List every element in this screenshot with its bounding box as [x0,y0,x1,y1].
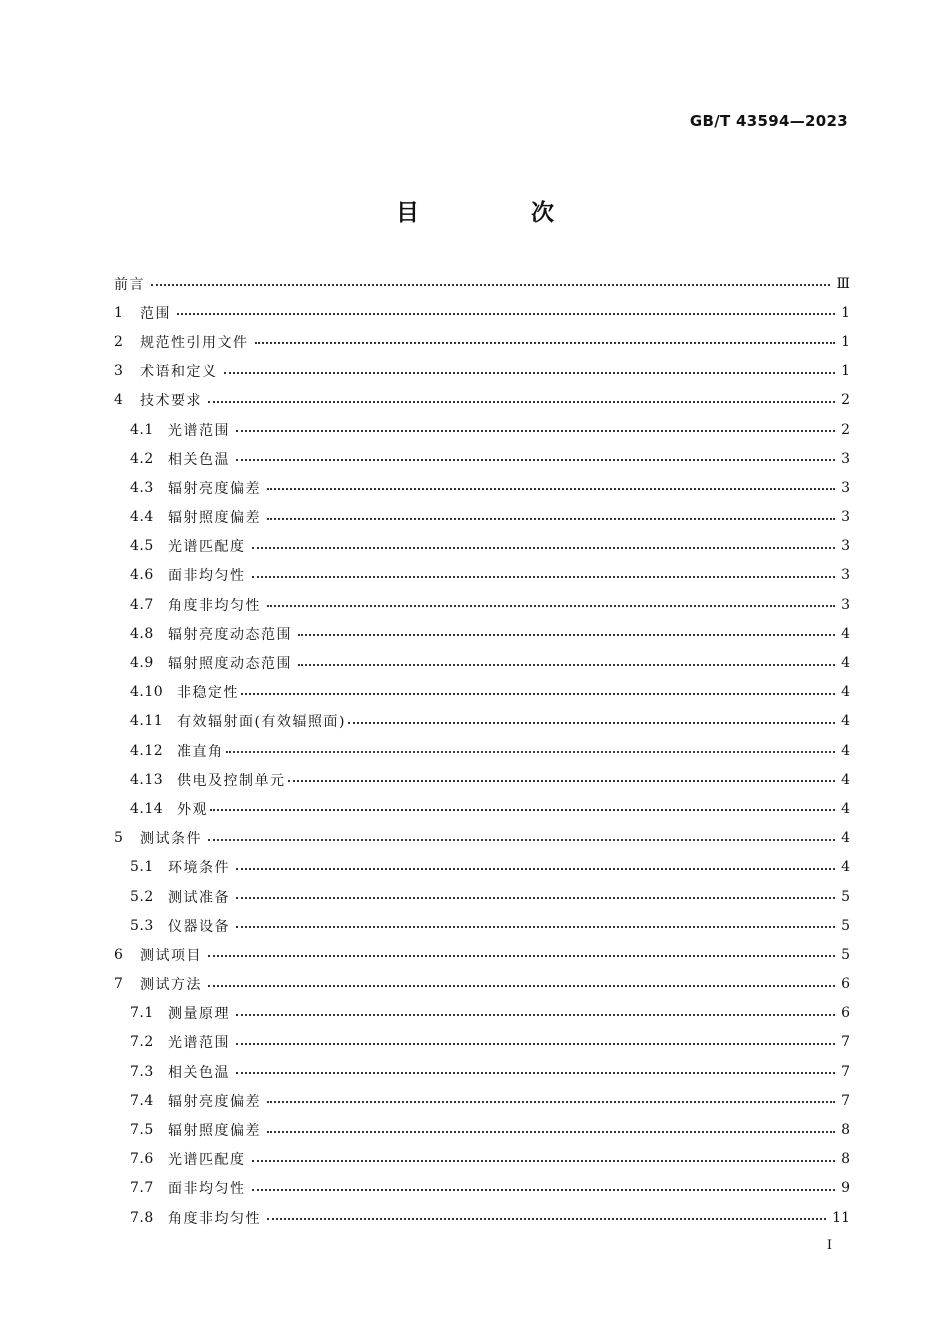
toc-entry-page: 6 [841,976,850,993]
toc-leader-dots [298,663,835,666]
toc-entry-number: 4.5 [130,538,154,555]
toc-entry-page: 7 [841,1092,850,1109]
toc-entry-title: 非稳定性 [177,685,239,702]
toc-entry-page: 3 [841,567,850,584]
toc-entry[interactable] [114,794,850,823]
toc-leader-dots [236,1042,835,1045]
toc-entry-title: 规范性引用文件 [140,334,249,351]
toc-entry-title: 面非均匀性 [168,568,246,585]
toc-entry[interactable] [114,678,850,707]
toc-entry[interactable] [114,532,850,561]
toc-entry[interactable] [114,327,850,356]
toc-entry[interactable] [114,1115,850,1144]
toc-leader-dots [236,1071,835,1074]
toc-entry-number: 4.12 [130,742,164,759]
toc-leader-dots [267,487,835,490]
toc-entry[interactable] [114,619,850,648]
toc-entry-number: 7.5 [130,1122,154,1139]
toc-entry-number: 7.4 [130,1092,154,1109]
toc-entry[interactable] [114,940,850,969]
toc-entry-title: 测试方法 [140,977,202,994]
toc-entry-title: 相关色温 [168,451,230,468]
toc-entry-page: 8 [841,1151,850,1168]
toc-entry-title: 光谱范围 [168,422,230,439]
toc-leader-dots [255,341,836,344]
toc-entry-page: 4 [841,859,850,876]
toc-entry-page: 5 [841,946,850,963]
toc-entry-page: 1 [841,333,850,350]
toc-entry-title: 术语和定义 [140,364,218,381]
toc-entry-page: 5 [841,888,850,905]
toc-entry[interactable] [114,1203,850,1232]
toc-leader-dots [224,371,836,374]
toc-entry[interactable] [114,1174,850,1203]
toc-leader-dots [226,750,836,753]
toc-entry[interactable] [114,1145,850,1174]
toc-entry-title: 光谱匹配度 [168,1152,246,1169]
toc-entry-number: 4.9 [130,655,154,672]
toc-entry-number: 5.3 [130,917,154,934]
toc-leader-dots [298,633,835,636]
toc-entry[interactable] [114,1086,850,1115]
toc-entry-page: 3 [841,596,850,613]
toc-entry-number: 4.13 [130,771,164,788]
toc-entry[interactable] [114,911,850,940]
toc-leader-dots [236,867,835,870]
page-title: 目 次 [395,200,606,226]
toc-entry[interactable] [114,590,850,619]
toc-entry-title: 相关色温 [168,1064,230,1081]
toc-entry-page: 2 [841,421,850,438]
toc-leader-dots [252,1188,836,1191]
toc-entry[interactable] [114,853,850,882]
toc-entry-page: 1 [841,304,850,321]
toc-entry-title: 测量原理 [168,1006,230,1023]
toc-leader-dots [252,575,836,578]
toc-leader-dots [236,896,835,899]
toc-leader-dots [208,400,835,403]
toc-entry[interactable] [114,1028,850,1057]
toc-entry-title: 有效辐射面(有效辐照面) [177,714,346,731]
toc-entry[interactable] [114,503,850,532]
page-number: I [826,1238,832,1253]
toc-entry-page: 4 [841,830,850,847]
toc-entry[interactable] [114,765,850,794]
toc-entry-number: 5.2 [130,888,154,905]
toc-entry-number: 4.8 [130,625,154,642]
toc-leader-dots [267,1130,835,1133]
toc-entry-number: 4.11 [130,713,164,730]
toc-leader-dots [208,984,835,987]
toc-leader-dots [236,1013,835,1016]
toc-leader-dots [267,604,835,607]
toc-entry-number: 7 [114,976,124,993]
toc-entry-number: 4.4 [130,509,154,526]
toc-entry[interactable] [114,882,850,911]
toc-entry-page: 4 [841,771,850,788]
toc-entry[interactable] [114,999,850,1028]
toc-entry[interactable] [114,415,850,444]
toc-entry-title: 准直角 [177,743,224,760]
toc-entry-page: 4 [841,655,850,672]
toc-entry-number: 7.8 [130,1209,154,1226]
toc-entry-number: 3 [114,363,124,380]
toc-entry-title: 技术要求 [140,393,202,410]
toc-entry-number: 4.6 [130,567,154,584]
toc-leader-dots [348,721,835,724]
toc-entry-page: 3 [841,509,850,526]
toc-entry[interactable] [114,269,850,298]
toc-leader-dots [151,283,830,286]
toc-entry[interactable] [114,473,850,502]
toc-entry-page: 5 [841,917,850,934]
toc-leader-dots [236,925,835,928]
toc-entry-page: 6 [841,1005,850,1022]
toc-entry-number: 2 [114,333,124,350]
toc-entry-number: 7.1 [130,1005,154,1022]
toc-entry-page: 8 [841,1122,850,1139]
toc-entry-title: 光谱范围 [168,1035,230,1052]
toc-leader-dots [208,838,835,841]
toc-entry-page: 3 [841,479,850,496]
toc-entry-title: 角度非均匀性 [168,1210,261,1227]
toc-entry[interactable] [114,648,850,677]
toc-entry-number: 4.14 [130,800,164,817]
toc-entry-title: 辐射照度动态范围 [168,656,292,673]
toc-entry-title: 测试条件 [140,831,202,848]
toc-entry-page: Ⅲ [836,275,850,292]
toc-entry-title: 环境条件 [168,860,230,877]
toc-entry-title: 供电及控制单元 [177,772,286,789]
toc-entry-page: 4 [841,684,850,701]
toc-entry-page: 4 [841,713,850,730]
toc-entry-number: 5.1 [130,859,154,876]
toc-entry-number: 7.7 [130,1180,154,1197]
toc-entry[interactable] [114,386,850,415]
table-of-contents [114,269,850,1232]
toc-entry-number: 6 [114,946,124,963]
toc-leader-dots [252,1159,836,1162]
toc-entry-number: 7.2 [130,1034,154,1051]
toc-entry-title: 辐射亮度偏差 [168,480,261,497]
toc-entry-title: 测试项目 [140,947,202,964]
toc-leader-dots [236,458,835,461]
toc-entry-title: 仪器设备 [168,918,230,935]
toc-leader-dots [210,808,835,811]
toc-entry-page: 4 [841,742,850,759]
toc-entry-page: 1 [841,363,850,380]
toc-entry[interactable] [114,298,850,327]
toc-entry-title: 面非均匀性 [168,1181,246,1198]
toc-entry[interactable] [114,1057,850,1086]
toc-entry-title: 辐射亮度动态范围 [168,626,292,643]
toc-entry-number: 4.3 [130,479,154,496]
toc-entry[interactable] [114,970,850,999]
toc-entry[interactable] [114,357,850,386]
toc-leader-dots [177,312,835,315]
toc-entry-title: 辐射亮度偏差 [168,1093,261,1110]
toc-entry-page: 2 [841,392,850,409]
toc-entry-page: 4 [841,625,850,642]
standard-number: GB/T 43594—2023 [689,112,848,130]
toc-entry-title: 范围 [140,305,171,322]
toc-entry-number: 4.7 [130,596,154,613]
toc-leader-dots [236,429,835,432]
toc-leader-dots [208,954,835,957]
toc-entry-page: 3 [841,450,850,467]
toc-entry-number: 4.1 [130,421,154,438]
toc-leader-dots [241,692,835,695]
toc-entry-title: 测试准备 [168,889,230,906]
toc-entry-page: 9 [841,1180,850,1197]
toc-entry-title: 角度非均匀性 [168,597,261,614]
toc-entry-page: 11 [832,1209,850,1226]
toc-entry-title: 光谱匹配度 [168,539,246,556]
toc-leader-dots [267,1217,826,1220]
toc-entry[interactable] [114,736,850,765]
toc-entry[interactable] [114,561,850,590]
toc-entry[interactable] [114,824,850,853]
toc-entry-page: 3 [841,538,850,555]
toc-leader-dots [267,517,835,520]
toc-entry-page: 4 [841,800,850,817]
toc-entry-number: 4 [114,392,124,409]
toc-entry-number: 1 [114,304,124,321]
toc-entry-title: 外观 [177,801,208,818]
toc-entry-number: 4.10 [130,684,164,701]
toc-entry[interactable] [114,707,850,736]
toc-entry-page: 7 [841,1063,850,1080]
toc-leader-dots [267,1100,835,1103]
toc-entry-number: 4.2 [130,450,154,467]
toc-entry-number: 5 [114,830,124,847]
toc-entry[interactable] [114,444,850,473]
toc-entry-title: 前言 [114,276,145,293]
toc-entry-title: 辐射照度偏差 [168,1123,261,1140]
toc-leader-dots [288,779,836,782]
toc-leader-dots [252,546,836,549]
toc-entry-page: 7 [841,1034,850,1051]
toc-entry-number: 7.6 [130,1151,154,1168]
toc-entry-title: 辐射照度偏差 [168,510,261,527]
toc-entry-number: 7.3 [130,1063,154,1080]
